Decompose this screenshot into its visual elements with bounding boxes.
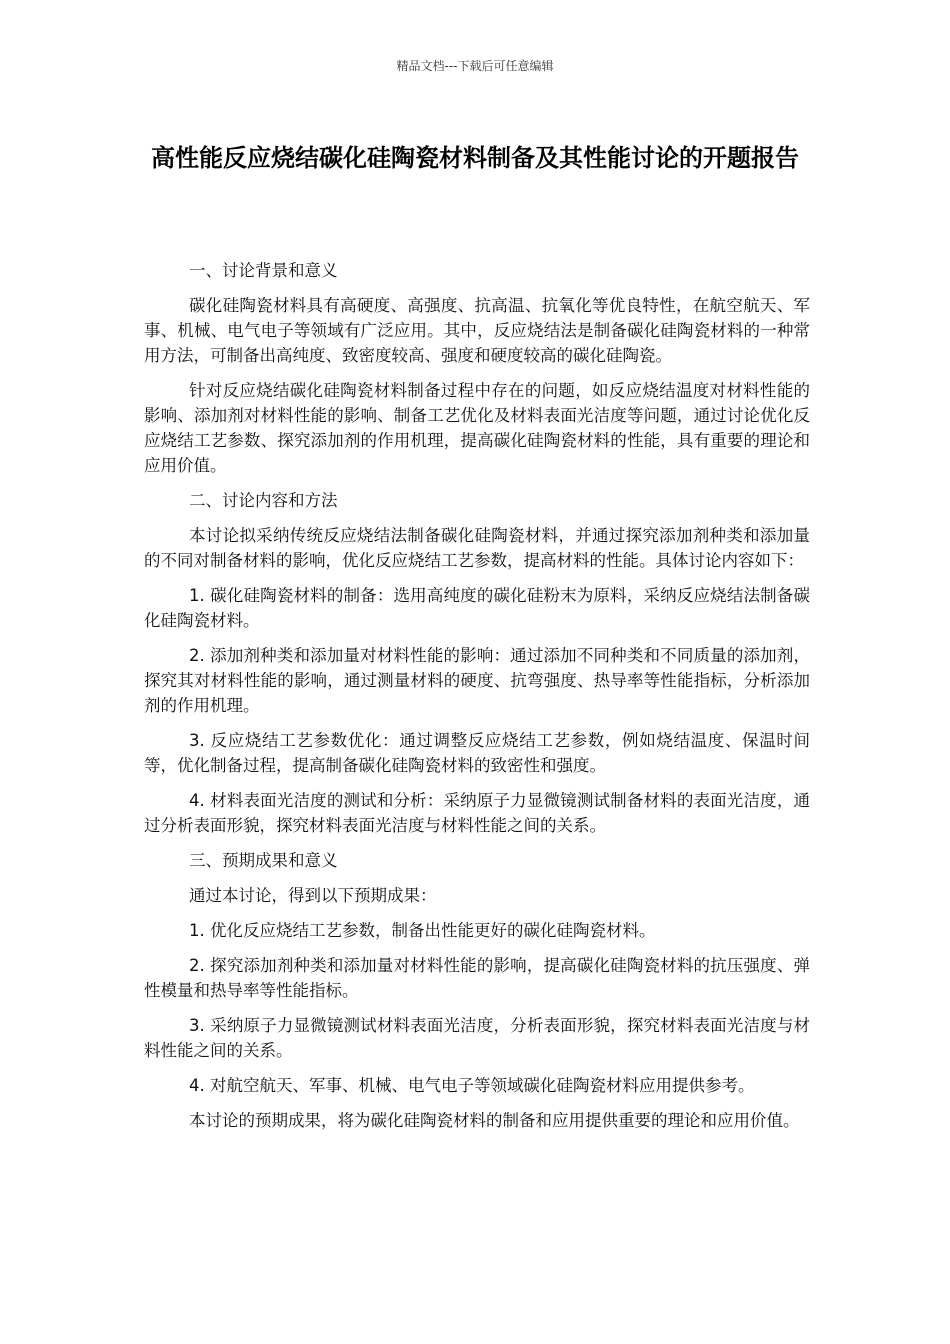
- list-item-result-4: 4. 对航空航天、军事、机械、电气电子等领域碳化硅陶瓷材料应用提供参考。: [189, 1076, 755, 1095]
- list-item-result-2: 2. 探究添加剂种类和添加量对材料性能的影响，提高碳化硅陶瓷材料的抗压强度、弹性模量和热导率等性能指标。: [144, 956, 810, 1000]
- list-item-content-2: 2. 添加剂种类和添加量对材料性能的影响：通过添加不同种类和不同质量的添加剂，探究其对材料性能的影响，通过测量材料的硬度、抗弯强度、热导率等性能指标，分析添加剂的作用机理。: [144, 646, 810, 715]
- list-item-result-3: 3. 采纳原子力显微镜测试材料表面光洁度，分析表面形貌，探究材料表面光洁度与材料性能之间的关系。: [144, 1016, 810, 1060]
- list-item-content-3: 3. 反应烧结工艺参数优化：通过调整反应烧结工艺参数，例如烧结温度、保温时间等，优化制备过程，提高制备碳化硅陶瓷材料的致密性和强度。: [144, 731, 810, 775]
- paragraph-conclusion: 本讨论的预期成果，将为碳化硅陶瓷材料的制备和应用提供重要的理论和应用价值。: [189, 1111, 800, 1130]
- section-heading-expected-results: 三、预期成果和意义: [189, 851, 338, 870]
- list-item-result-1: 1. 优化反应烧结工艺参数，制备出性能更好的碳化硅陶瓷材料。: [189, 921, 656, 940]
- paragraph-results-intro: 通过本讨论，得到以下预期成果：: [189, 886, 437, 905]
- section-heading-background: 一、讨论背景和意义: [189, 261, 338, 280]
- paragraph-background-2: 针对反应烧结碳化硅陶瓷材料制备过程中存在的问题，如反应烧结温度对材料性能的影响、添加剂对材料性能的影响、制备工艺优化及材料表面光洁度等问题，通过讨论优化反应烧结工艺参数、探究添加剂的作用机理，提高碳化硅陶瓷材料的性能，具有重要的理论和应用价值。: [144, 381, 810, 475]
- document-body: [144, 258, 810, 1143]
- header-note: 精品文档---下载后可任意编辑: [396, 59, 554, 73]
- list-item-content-4: 4. 材料表面光洁度的测试和分析：采纳原子力显微镜测试制备材料的表面光洁度，通过分析表面形貌，探究材料表面光洁度与材料性能之间的关系。: [144, 791, 810, 835]
- list-item-content-1: 1. 碳化硅陶瓷材料的制备：选用高纯度的碳化硅粉末为原料，采纳反应烧结法制备碳化硅陶瓷材料。: [144, 586, 810, 630]
- paragraph-content-intro: 本讨论拟采纳传统反应烧结法制备碳化硅陶瓷材料，并通过探究添加剂种类和添加量的不同对制备材料的影响，优化反应烧结工艺参数，提高材料的性能。具体讨论内容如下：: [144, 526, 810, 570]
- document-title: 高性能反应烧结碳化硅陶瓷材料制备及其性能讨论的开题报告: [151, 144, 799, 172]
- section-heading-content-methods: 二、讨论内容和方法: [189, 491, 338, 510]
- paragraph-background-1: 碳化硅陶瓷材料具有高硬度、高强度、抗高温、抗氧化等优良特性，在航空航天、军事、机械、电气电子等领域有广泛应用。其中，反应烧结法是制备碳化硅陶瓷材料的一种常用方法，可制备出高纯度、致密度较高、强度和硬度较高的碳化硅陶瓷。: [144, 296, 810, 365]
